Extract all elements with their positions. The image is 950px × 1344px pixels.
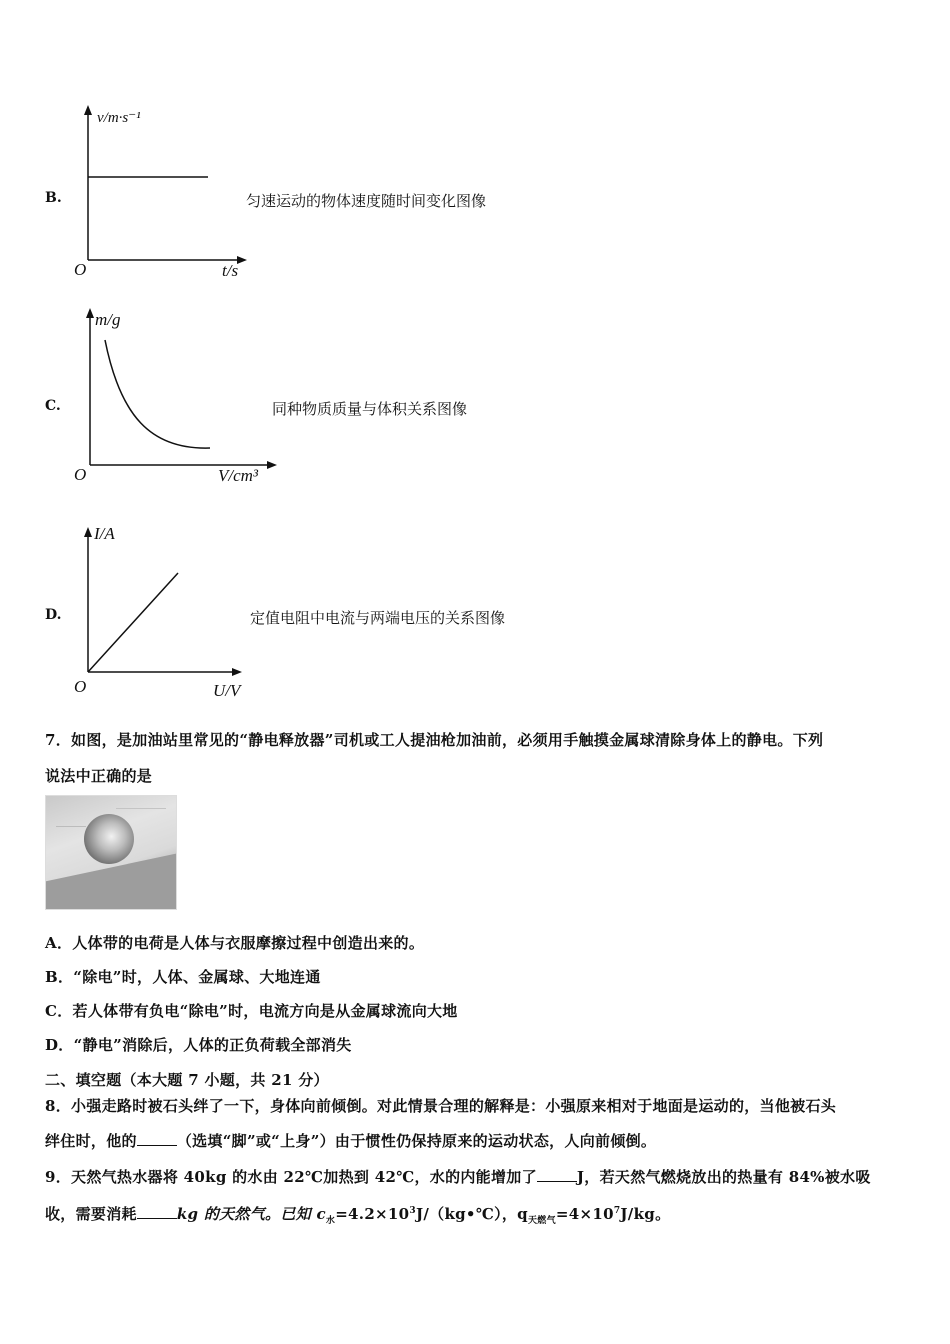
q7-option-b: B．“除电”时，人体、金属球、大地连通: [45, 968, 321, 986]
option-d-letter: D.: [45, 607, 62, 623]
graph-d-caption: 定值电阻中电流与两端电压的关系图像: [250, 609, 506, 627]
graph-d-origin: O: [74, 677, 87, 696]
q9-c-exponent: 3: [409, 1206, 416, 1216]
graph-c-origin: O: [74, 465, 87, 484]
graph-c-y-label: m/g: [95, 310, 121, 329]
q9-line2-part-b: kg 的天然气。已知 c: [176, 1205, 326, 1223]
y-axis-arrow: [84, 527, 92, 537]
q9-line2-part-a: 收，需要消耗: [45, 1205, 137, 1223]
q7-option-d: D．“静电”消除后，人体的正负荷载全部消失: [45, 1036, 352, 1054]
section-2-heading: 二、填空题（本大题 7 小题，共 21 分）: [45, 1071, 329, 1089]
graph-b-y-label: v/m·s⁻¹: [97, 110, 141, 126]
option-c-letter: C.: [45, 398, 61, 414]
graph-b-x-label: t/s: [222, 261, 239, 280]
q8-line2-part-b: （选填“脚”或“上身”）由于惯性仍保持原来的运动状态，人向前倾倒。: [176, 1132, 657, 1150]
graph-b-velocity-time: [70, 100, 270, 285]
y-axis-arrow: [84, 105, 92, 115]
q9-answer-blank-1[interactable]: [537, 1167, 577, 1182]
graph-d-svg: [70, 520, 260, 685]
inverse-curve: [105, 340, 210, 448]
q8-stem-line2: [45, 1130, 656, 1151]
graph-c-caption: 同种物质质量与体积关系图像: [272, 400, 468, 418]
graph-b-svg: [70, 100, 270, 285]
graph-b-caption: 匀速运动的物体速度随时间变化图像: [246, 192, 487, 210]
static-discharger-photo: [45, 795, 177, 910]
x-axis-arrow: [232, 668, 242, 676]
q9-line2-part-f: J/kg。: [620, 1205, 671, 1223]
q9-line2-part-c: =4.2×10: [335, 1205, 410, 1223]
x-axis-arrow: [237, 256, 247, 264]
q9-line2-part-d: J/（kg•℃），q: [415, 1205, 528, 1223]
q9-stem-line1: [45, 1166, 871, 1187]
q9-line2-part-e: =4×10: [555, 1205, 614, 1223]
graph-d-x-label: U/V: [213, 681, 241, 700]
x-axis-arrow: [267, 461, 277, 469]
q9-line1-part-b: J，若天然气燃烧放出的热量有 84%被水吸: [576, 1168, 871, 1186]
q9-q-exponent: 7: [613, 1206, 621, 1216]
q7-stem-line1: 7．如图，是加油站里常见的“静电释放器”司机或工人提油枪加油前，必须用手触摸金属球清除身体上的静电。下列: [45, 731, 824, 749]
metal-ball: [84, 814, 134, 864]
proportional-line: [88, 573, 178, 672]
q8-answer-blank[interactable]: [137, 1131, 177, 1146]
graph-d-current-voltage: [70, 520, 260, 685]
q9-line1-part-a: 9．天然气热水器将 40kg 的水由 22℃加热到 42℃，水的内能增加了: [45, 1168, 537, 1186]
y-axis-arrow: [86, 308, 94, 318]
q8-stem-line1: 8．小强走路时被石头绊了一下，身体向前倾倒。对此情景合理的解释是：小强原来相对于地面是运动的，当他被石头: [45, 1097, 837, 1115]
graph-c-mass-volume: [70, 305, 290, 485]
graph-c-x-label: V/cm³: [218, 466, 259, 485]
graph-b-origin: O: [74, 260, 87, 279]
q7-option-c: C．若人体带有负电“除电”时，电流方向是从金属球流向大地: [45, 1002, 458, 1020]
q9-q-subscript: 天燃气: [527, 1216, 556, 1226]
q9-answer-blank-2[interactable]: [137, 1204, 177, 1219]
q9-c-subscript: 水: [325, 1216, 336, 1226]
q7-stem-line2: 说法中正确的是: [45, 767, 153, 785]
q8-line2-part-a: 绊住时，他的: [45, 1132, 137, 1150]
option-b-letter: B.: [45, 190, 62, 206]
graph-c-svg: [70, 305, 290, 485]
q7-option-a: A．人体带的电荷是人体与衣服摩擦过程中创造出来的。: [45, 934, 425, 952]
q9-stem-line2: [45, 1203, 670, 1226]
graph-d-y-label: I/A: [94, 524, 115, 543]
